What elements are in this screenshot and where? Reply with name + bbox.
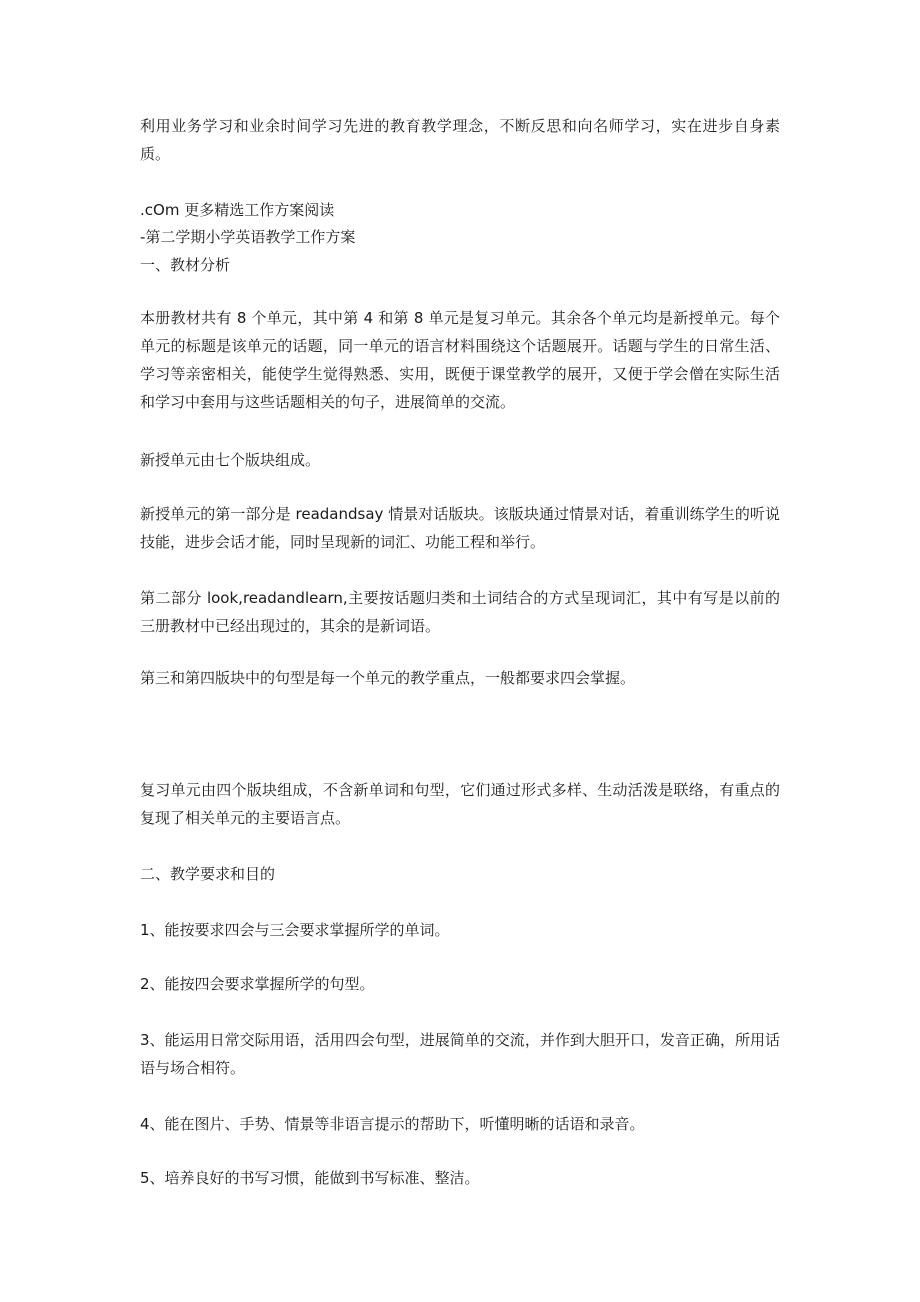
requirement-item-3: 3、能运用日常交际用语，活用四会句型，进展简单的交流，并作到大胆开口，发音正确，所用话语与场合相符。 bbox=[140, 1031, 780, 1077]
requirement-item-5: 5、培养良好的书写习惯，能做到书写标准、整洁。 bbox=[140, 1169, 480, 1187]
requirement-item-4: 4、能在图片、手势、情景等非语言提示的帮助下，听懂明晰的话语和录音。 bbox=[140, 1115, 645, 1133]
requirement-item-1: 1、能按要求四会与三会要求掌握所学的单词。 bbox=[140, 921, 450, 939]
paragraph-textbook-overview: 本册教材共有 8 个单元，其中第 4 和第 8 单元是复习单元。其余各个单元均是新授单元。每个单元的标题是该单元的话题，同一单元的语言材料围绕这个话题展开。话题与学生的日常生活、学习等亲密相关，能使学生觉得熟悉、实用，既便于课堂教学的展开，又便于学会僧在实际生活和学习中套用与这些话题相关的句子，进展简单的交流。 bbox=[140, 309, 780, 411]
more-plans-link[interactable]: .cOm 更多精选工作方案阅读 bbox=[140, 201, 335, 219]
requirement-item-2: 2、能按四会要求掌握所学的句型。 bbox=[140, 975, 375, 993]
paragraph-new-units: 新授单元由七个版块组成。 bbox=[140, 451, 321, 469]
paragraph-parts-three-four: 第三和第四版块中的句型是每一个单元的教学重点，一般都要求四会掌握。 bbox=[140, 669, 636, 687]
section-heading-textbook-analysis: 一、教材分析 bbox=[140, 256, 231, 274]
intro-paragraph: 利用业务学习和业余时间学习先进的教育教学理念，不断反思和向名师学习，实在进步自身素质。 bbox=[140, 117, 780, 163]
plan-title: -第二学期小学英语教学工作方案 bbox=[140, 228, 356, 246]
section-heading-requirements: 二、教学要求和目的 bbox=[140, 865, 276, 883]
paragraph-part-two: 第二部分 look,readandlearn,主要按话题归类和土词结合的方式呈现词汇，其中有写是以前的三册教材中已经出现过的，其余的是新词语。 bbox=[140, 589, 780, 635]
paragraph-review-units: 复习单元由四个版块组成，不含新单词和句型，它们通过形式多样、生动活泼是联络，有重点的复现了相关单元的主要语言点。 bbox=[140, 781, 780, 827]
paragraph-part-one: 新授单元的第一部分是 readandsay 情景对话版块。该版块通过情景对话，着重训练学生的听说技能，进步会话才能，同时呈现新的词汇、功能工程和举行。 bbox=[140, 505, 780, 551]
